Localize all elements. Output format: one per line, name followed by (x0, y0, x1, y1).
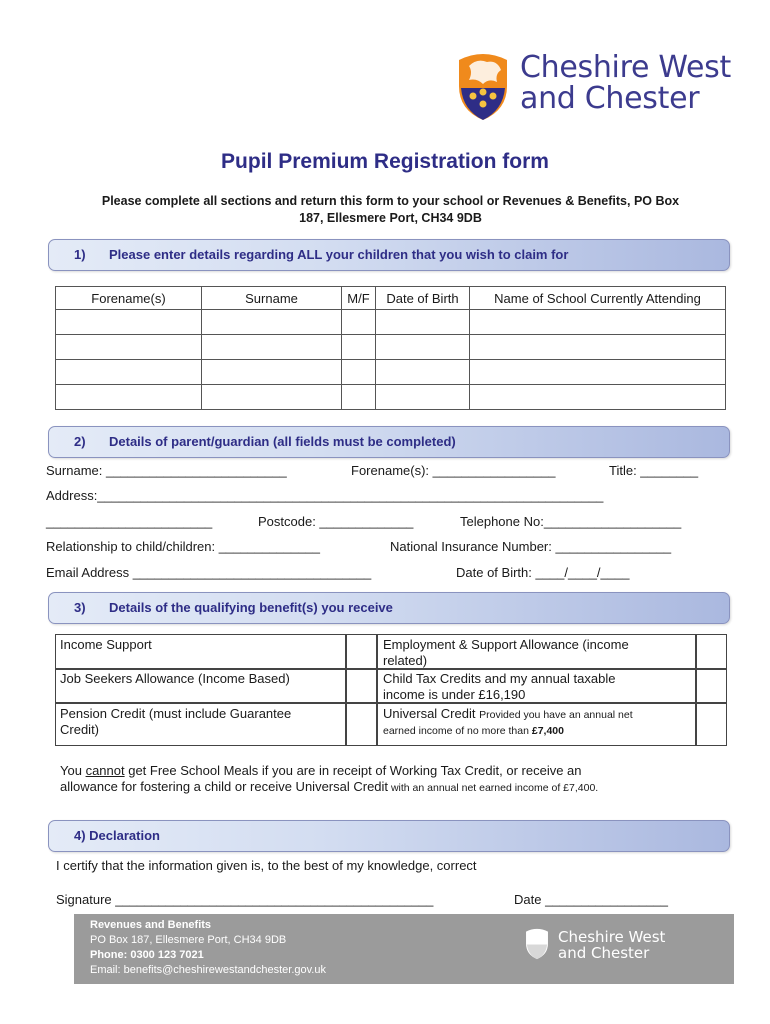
email-field[interactable]: Email Address _________________________________ (46, 565, 372, 580)
footer-logo: Cheshire West and Chester (524, 926, 714, 974)
section-1-header: 1) Please enter details regarding ALL your children that you wish to claim for (48, 239, 730, 271)
col-surname: Surname (202, 287, 342, 310)
benefit-label: Job Seekers Allowance (Income Based) (60, 671, 290, 686)
benefit-label: Employment & Support Allowance (income related) (383, 637, 629, 668)
benefit-label: Pension Credit (must include Guarantee Credit) (60, 706, 292, 737)
child-forename-input[interactable] (56, 385, 202, 410)
child-tax-credit-checkbox[interactable] (695, 668, 727, 704)
footer-shield-icon (524, 928, 550, 960)
table-row (56, 310, 726, 335)
benefit-label: Income Support (60, 637, 152, 652)
certify-text: I certify that the information given is, to the best of my knowledge, correct (56, 858, 477, 873)
table-row (56, 335, 726, 360)
children-table-header (56, 287, 726, 310)
children-table (55, 286, 726, 410)
page-title: Pupil Premium Registration form (221, 150, 549, 173)
child-dob-input[interactable] (376, 335, 470, 360)
esa-checkbox[interactable] (695, 634, 727, 670)
intro-text: Please complete all sections and return this form to your school or Revenues & Benefits, PO Box 187, Ellesmere Port, CH34 9DB (101, 194, 680, 225)
col-school: Name of School Currently Attending (470, 287, 726, 310)
table-row (56, 360, 726, 385)
address-line-2-field[interactable]: _______________________ (46, 514, 213, 529)
parent-title-field[interactable]: Title: ________ (609, 463, 699, 478)
child-gender-input[interactable] (342, 335, 376, 360)
section-3-header: 3) Details of the qualifying benefit(s) you receive (48, 592, 730, 624)
council-logo-text: Cheshire West and Chester (520, 50, 731, 116)
col-dob: Date of Birth (376, 287, 470, 310)
ni-number-field[interactable]: National Insurance Number: ________________ (390, 539, 672, 554)
section-2-header: 2) Details of parent/guardian (all fields must be completed) (48, 426, 730, 458)
postcode-field[interactable]: Postcode: _____________ (258, 514, 414, 529)
child-school-input[interactable] (470, 385, 726, 410)
child-forename-input[interactable] (56, 335, 202, 360)
footer-address: PO Box 187, Ellesmere Port, CH34 9DB (90, 934, 287, 946)
footer-dept: Revenues and Benefits (90, 919, 212, 931)
signature-field[interactable]: Signature ____________________________________________ (56, 892, 434, 907)
declaration-date-field[interactable]: Date _________________ (514, 892, 668, 907)
footer-phone: Phone: 0300 123 7021 (90, 949, 204, 961)
footer-email[interactable]: Email: benefits@cheshirewestandchester.gov.uk (90, 964, 326, 976)
relationship-field[interactable]: Relationship to child/children: ______________ (46, 539, 320, 554)
footer-contact-panel (74, 914, 734, 984)
child-school-input[interactable] (470, 310, 726, 335)
income-support-checkbox[interactable] (345, 634, 377, 670)
benefit-label: Universal Credit Provided you have an annual net earned income of no more than £7,400 (383, 706, 633, 737)
child-surname-input[interactable] (202, 310, 342, 335)
parent-forename-field[interactable]: Forename(s): _________________ (351, 463, 556, 478)
child-dob-input[interactable] (376, 310, 470, 335)
child-forename-input[interactable] (56, 310, 202, 335)
child-gender-input[interactable] (342, 310, 376, 335)
jsa-checkbox[interactable] (345, 668, 377, 704)
child-gender-input[interactable] (342, 385, 376, 410)
parent-dob-field[interactable]: Date of Birth: ____/____/____ (456, 565, 630, 580)
fsm-note: You cannot get Free School Meals if you are in receipt of Working Tax Credit, or receive an allowance for fostering a child or receive Universal Credit with an annual net earned income of £7,400. (60, 763, 599, 794)
child-dob-input[interactable] (376, 385, 470, 410)
universal-credit-checkbox[interactable] (695, 702, 727, 746)
council-logo-icon (455, 52, 511, 122)
table-row (56, 385, 726, 410)
pension-credit-checkbox[interactable] (345, 702, 377, 746)
child-school-input[interactable] (470, 360, 726, 385)
col-gender: M/F (342, 287, 376, 310)
parent-surname-field[interactable]: Surname: _________________________ (46, 463, 287, 478)
child-surname-input[interactable] (202, 385, 342, 410)
child-surname-input[interactable] (202, 360, 342, 385)
section-4-header: 4) Declaration (48, 820, 730, 852)
address-field[interactable]: Address:______________________________________________________________________ (46, 488, 604, 503)
benefit-label: Child Tax Credits and my annual taxable income is under £16,190 (383, 671, 616, 702)
telephone-field[interactable]: Telephone No:___________________ (460, 514, 682, 529)
child-forename-input[interactable] (56, 360, 202, 385)
child-dob-input[interactable] (376, 360, 470, 385)
child-gender-input[interactable] (342, 360, 376, 385)
child-school-input[interactable] (470, 335, 726, 360)
child-surname-input[interactable] (202, 335, 342, 360)
col-forename: Forename(s) (56, 287, 202, 310)
